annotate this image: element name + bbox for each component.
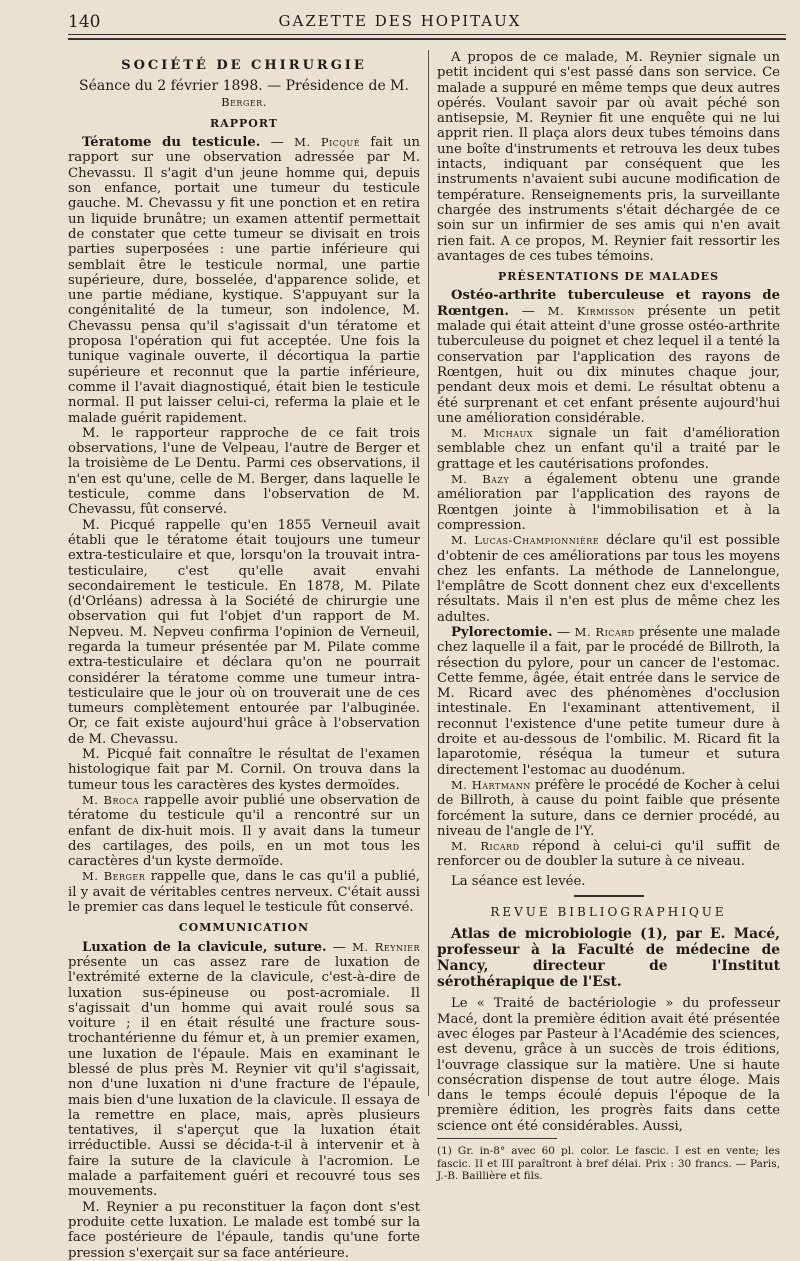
teratome-paragraph [68,135,420,426]
society-heading: SOCIÉTÉ DE CHIRURGIE [121,58,367,73]
osteo-title: Ostéo-arthrite tuberculeuse et rayons de Rœntgen. [437,288,780,319]
speaker-bazy: M. Bazy [451,472,510,487]
revue-heading: REVUE BIBLIOGRAPHIQUE [490,905,727,920]
left-column [68,50,420,1261]
broca-paragraph [68,793,420,869]
footnote-rule [437,1138,557,1139]
osteo-text: présente un petit malade qui était atteint d'une grosse ostéo-arthrite tuberculeuse du poignet et chez lequel il a tenté la conservation par l'application des rayons de Rœntgen, huit ou dix minutes chaque jour, pendant deux mois et demi. Le résultat obtenu a été surprenant et cet enfant présente aujourd'hui une amélioration considérable. [437,303,780,426]
footnote: (1) Gr. in-8° avec 60 pl. color. Le fascic. I est en vente; les fascic. II et III paraîtront à bref délai. Prix : 30 francs. — Paris, J.-B. Baillière et fils. [437,1145,780,1182]
speaker-berger: M. Berger [82,869,146,884]
reynier-incident-paragraph: A propos de ce malade, M. Reynier signale un petit incident qui s'est passé dans son service. Ce malade a suppuré en même temps que deux autres opérés. Voulant savoir par où avait péché son antisepsie, M. Reynier fit une enquête qui ne lui apprit rien. Il plaça alors deux tubes témoins dans une boîte d'instruments et retrouva les deux tubes intacts, indiquant par conséquent que les instruments n'avaient subi aucune modification de température. Renseignements pris, la surveillante chargée des instruments s'était déchargée de ce soin sur un infirmier de ses amis qui n'en avait rien fait. A ce propos, M. Reynier fait ressortir les avantages de ces tubes témoins. [437,50,780,264]
speaker-broca: M. Broca [82,792,139,807]
lucas-text: déclare qu'il est possible d'obtenir de ces améliorations par tous les moyens chez les enfants. La méthode de Lannelongue, l'emplâtre de Scott donnent chez eux d'excellents résultats. Mais il n'en est plus de même chez les adultes. [437,533,780,625]
dash: — [262,78,286,95]
dash: — [552,624,575,640]
speaker-hartmann: M. Hartmann [451,777,531,792]
section-separator [574,895,644,897]
traite-paragraph: Le « Traité de bactériologie » du professeur Macé, dont la première édition avait été présentée avec éloges par Pasteur à l'Académie des sciences, est devenu, grâce à un succès de trois éditions, l'ouvrage classique sur la matière. Une si haute consécration dispense de tout autre éloge. Mais dans le temps écoulé depuis l'époque de la première édition, les progrès faits dans cette science ont été considérables. Aussi, [437,996,780,1134]
dash: — [260,135,295,151]
right-column [437,50,781,1182]
page-number: 140 [68,12,101,32]
speaker-ricard: M. Ricard [574,624,635,639]
berger-paragraph [68,869,420,915]
michaux-text: signale un fait d'amélioration semblable chez un enfant qu'il a traité par le grattage et les cautérisations profondes. [437,426,780,472]
speaker-michaux: M. Michaux [451,426,533,441]
speaker-ricard-reply: M. Ricard [451,839,520,854]
presentations-heading: PRÉSENTATIONS DE MALADES [497,270,720,284]
speaker-kirmisson: M. Kirmisson [547,303,635,318]
communication-heading: COMMUNICATION [178,921,310,935]
hartmann-paragraph [437,778,780,839]
pylorectomie-title: Pylorectomie. [451,624,553,640]
seance-line [68,79,420,110]
lucas-paragraph [437,533,780,625]
luxation-text: présente un cas assez rare de luxation de l'extrémité externe de la clavicule, c'est-à-dire de luxation sus-épineuse ou post-acromiale. Il s'agissait d'un homme qui avait roulé sous sa voiture ; il en était résulté une fracture sous-trochantérienne du fémur et, à un premier examen, une luxation de l'épaule. Mais en examinant le blessé de plus près M. Reynier vit qu'il s'agissait, non d'une luxation ni d'une fracture de l'épaule, mais bien d'une luxation de la clavicule. Il essaya de la remettre en place, mais, après plusieurs tentatives, il s'aperçut que la luxation était irréductible. Aussi se décida-t-il à intervenir et à faire la suture de la clavicule à l'acromion. Le malade a parfaitement guéri et recouvré tous ses mouvements. [68,954,420,1200]
ricard-reply-paragraph [437,839,780,870]
pylorectomie-text: présente une malade chez laquelle il a fait, par le procédé de Billroth, la résection du pylore, pour un cancer de l'estomac. Cette femme, âgée, était entrée dans le service de M. Ricard avec des phénomènes d'occlusion intestinale. En l'examinant attentivement, il reconnut l'existence d'une petite tumeur dure à droite et au-dessous de l'ombilic. M. Ricard fit la laparotomie, réséqua la tumeur et sutura directement l'estomac au duodénum. [437,624,781,778]
teratome-text: fait un rapport sur une observation adressée par M. Chevassu. Il s'agit d'un jeune homme qui, depuis son enfance, portait une tumeur du testicule gauche. M. Chevassu y fit une ponction et en retira un liquide brunâtre; un examen attentif permettait de constater que cette tumeur se divisait en trois parties superposées : une partie inférieure qui semblait être le testicule normal, une partie supérieure, dure, bosselée, d'apparence solide, et une partie médiane, kystique. S'appuyant sur la congénitalité de la tumeur, son indolence, M. Chevassu pensa qu'il s'agissait d'un tératome et proposa l'opération qui fut acceptée. Une fois la tunique vaginale ouverte, il décortiqua la partie supérieure et reconnut que la partie inférieure, comme il l'avait diagnostiqué, était bien le testicule normal. Il put laisser celui-ci, referma la plaie et le malade guérit rapidement. [68,135,420,426]
picque-histology-paragraph: M. Picqué fait connaître le résultat de l'examen histologique fait par M. Cornil. On trouva dans la tumeur tous les caractères des kystes dermoïdes. [68,747,420,793]
header-rule [68,34,786,35]
michaux-paragraph [437,426,780,472]
journal-title: GAZETTE DES HOPITAUX [278,12,522,30]
luxation-paragraph [68,940,420,1200]
luxation-title: Luxation de la clavicule, suture. [82,939,327,955]
dash: — [326,939,353,955]
page-header [0,0,800,36]
teratome-title: Tératome du testicule. [82,135,261,151]
header-rule-thick [68,38,786,40]
berger-text: rappelle que, dans le cas qu'il a publié, il y avait de véritables centres nerveux. C'était aussi le premier cas dans lequel le testicule fût conservé. [68,869,420,916]
reynier-paragraph: M. Reynier a pu reconstituer la façon dont s'est produite cette luxation. Le malade est tombé sur la face postérieure de l'épaule, tandis qu'une forte pression s'exerçait sur sa face antérieure. [68,1199,420,1261]
seance-levee: La séance est levée. [451,873,586,889]
rapporteur-paragraph: M. le rapporteur rapproche de ce fait trois observations, l'une de Velpeau, l'autre de Berger et la troisième de Le Dentu. Parmi ces observations, il n'en est qu'une, celle de M. Berger, dans laquelle le testicule, comme dans l'observation de M. Chevassu, fût conservé. [68,425,420,518]
atlas-title: Atlas de microbiologie (1), par E. Macé, professeur à la Faculté de médecine de Nancy, directeur de l'Institut sérothérapique de l'Est. [437,926,780,991]
speaker-picque: M. Picqué [294,135,361,150]
president-name: Berger. [221,94,267,109]
hartmann-text: préfère le procédé de Kocher à celui de Billroth, à cause du point faible que présente forcément la suture, dans ce dernier procédé, au niveau de l'angle de l'Y. [437,777,780,839]
speaker-lucas-championniere: M. Lucas-Championnière [451,533,600,548]
broca-text: rappelle avoir publié une observation de tératome du testicule qu'il a rencontré sur un enfant de dix-huit mois. Il y avait dans la tumeur des cartilages, des poils, en un mot tous les caractères d'un kyste dermoïde. [68,792,420,870]
speaker-reynier: M. Reynier [352,939,420,954]
dash: — [508,303,548,319]
ricard-reply-text: répond à celui-ci qu'il suffit de renforcer ou de doubler la suture à ce niveau. [437,839,780,870]
osteo-paragraph [437,288,780,426]
presidence-label: Présidence de M. [285,78,409,95]
pylorectomie-paragraph [437,625,780,778]
bazy-paragraph [437,472,780,533]
bazy-text: a également obtenu une grande amélioration par l'application des rayons de Rœntgen jointe à l'immobilisation et à la compression. [437,472,781,533]
rapport-heading: RAPPORT [210,116,278,130]
column-divider [428,50,429,1096]
picque-paragraph: M. Picqué rappelle qu'en 1855 Verneuil avait établi que le tératome était toujours une tumeur extra-testiculaire et que, lorsqu'on la trouvait intra-testiculaire, c'est qu'elle avait envahi secondairement le testicule. En 1878, M. Pilate (d'Orléans) adressa à la Société de chirurgie une observation qui fut l'objet d'un rapport de M. Nepveu. M. Nepveu confirma l'opinion de Verneuil, regarda la tumeur présentée par M. Pilate comme extra-testiculaire et déclara qu'on ne pourrait considérer la tératome comme une tumeur intra-testiculaire que le jour où on trouverait une de ces tumeurs complètement entourée par l'albuginée. Or, ce fait existe aujourd'hui grâce à l'observation de M. Chevassu. [68,517,420,747]
seance-date: Séance du 2 février 1898. [79,78,263,95]
